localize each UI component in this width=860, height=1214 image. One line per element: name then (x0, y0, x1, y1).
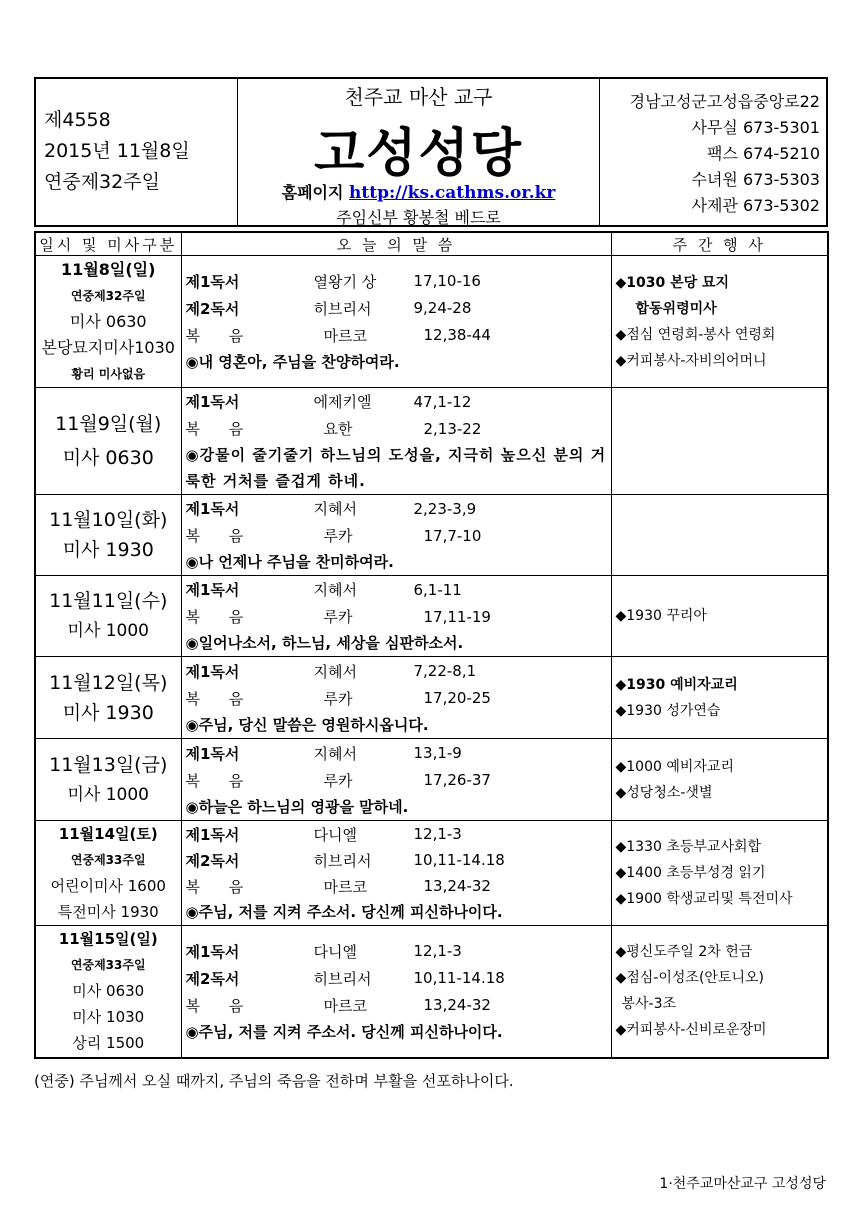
event-item: 합동위령미사 (635, 300, 717, 317)
event-item: ◆1400 초등부성경 읽기 (615, 865, 766, 881)
date-week: 연중제33주일 (70, 958, 146, 973)
table-row (35, 256, 828, 388)
mass-time: 미사 0630 (62, 447, 154, 469)
reading-verse: 17,11-19 (423, 607, 491, 626)
reading-book: 다니엘 (313, 942, 357, 961)
psalm-response: ◉주님, 저를 지켜 주소서. 당신께 피신하나이다. (185, 903, 503, 921)
reading-book: 지혜서 (313, 662, 357, 681)
mass-time: 상리 1500 (72, 1034, 145, 1053)
psalm-response: ◉하늘은 하느님의 영광을 말하네. (185, 797, 409, 816)
table-row (35, 576, 828, 657)
reading-verse: 13,24-32 (423, 877, 491, 895)
reading-kind: 제1독서 (185, 744, 240, 763)
events-cell (611, 739, 828, 821)
reading-book: 마르코 (323, 326, 367, 345)
reading-kind: 제1독서 (185, 393, 240, 411)
header-readings: 오 늘 의 말 씀 (181, 232, 611, 256)
reading-book: 에제키엘 (313, 393, 372, 411)
events-cell (611, 576, 828, 657)
event-item: ◆1330 초등부교사회합 (615, 839, 762, 855)
table-row (35, 388, 828, 495)
mass-time: 미사 1930 (62, 539, 154, 561)
readings-cell (181, 821, 611, 926)
homepage-link[interactable]: http://ks.cathms.or.kr (349, 183, 556, 203)
bulletin-header (34, 77, 828, 227)
reading-line (186, 938, 611, 965)
reading-verse: 12,38-44 (423, 326, 491, 344)
date-label: 11월14일(토) (58, 825, 158, 843)
events-cell (611, 657, 828, 739)
date-cell (35, 256, 181, 388)
reading-kind: 제2독서 (185, 299, 240, 318)
reading-line (186, 295, 611, 322)
header-date: 일시 및 미사구분 (35, 232, 181, 256)
reading-line (186, 965, 611, 992)
reading-verse: 7,22-8,1 (413, 662, 477, 680)
table-row (35, 821, 828, 926)
reading-book: 지혜서 (313, 744, 357, 763)
weekly-schedule-table (34, 231, 829, 1059)
reading-verse: 17,7-10 (423, 526, 482, 545)
contact-convent: 수녀원 673-5303 (691, 170, 820, 189)
mass-time: 본당묘지미사1030 (41, 337, 175, 357)
psalm-response: ◉주님, 당신 말씀은 영원하시옵니다. (185, 715, 429, 734)
reading-book: 지혜서 (313, 500, 357, 518)
event-item: ◆1900 학생교리및 특전미사 (615, 891, 793, 907)
reading-kind: 제2독서 (185, 851, 240, 870)
psalm-response: ◉내 영혼아, 주님을 찬양하여라. (185, 352, 400, 371)
reading-book: 마르코 (323, 877, 367, 896)
reading-kind: 제1독서 (185, 942, 240, 961)
reading-kind: 제1독서 (185, 581, 240, 599)
reading-book: 루카 (323, 527, 353, 545)
reading-book: 요한 (323, 420, 353, 438)
contact-rectory: 사제관 673-5302 (691, 196, 820, 215)
event-item: ◆1000 예비자교리 (615, 758, 734, 775)
reading-book: 히브리서 (313, 851, 372, 870)
readings-cell (181, 256, 611, 388)
reading-book: 루카 (323, 608, 353, 626)
reading-verse: 12,1-3 (413, 942, 462, 961)
reading-line (186, 603, 611, 630)
reading-book: 마르코 (323, 996, 367, 1015)
events-cell (611, 388, 828, 495)
event-item: ◆커피봉사-자비의어머니 (615, 352, 767, 369)
mass-time: 어린이미사 1600 (50, 877, 166, 895)
readings-cell (181, 495, 611, 576)
reading-kind: 복 음 (185, 996, 256, 1015)
reading-line (186, 415, 611, 442)
reading-line (186, 522, 611, 549)
reading-kind: 제1독서 (185, 662, 240, 681)
reading-verse: 13,1-9 (413, 744, 462, 762)
reading-verse: 2,23-3,9 (413, 499, 477, 518)
date-cell (35, 739, 181, 821)
date-week: 연중제33주일 (70, 853, 146, 867)
reading-line (186, 740, 611, 767)
page-footer: 1·천주교마산교구 고성성당 (659, 1176, 826, 1192)
event-item: ◆점심-이성조(안토니오) (615, 970, 764, 987)
reading-kind: 복 음 (185, 689, 256, 708)
psalm-response: ◉강물이 줄기줄기 하느님의 도성을, 지극히 높으신 분의 거룩한 거처를 즐겁게 하네. (185, 446, 607, 490)
date-label: 11월12일(목) (49, 671, 168, 694)
date-cell (35, 576, 181, 657)
reading-kind: 복 음 (185, 326, 256, 345)
reading-line (186, 268, 611, 295)
table-header-row (35, 232, 828, 256)
mass-time: 미사 0630 (69, 311, 147, 331)
readings-cell (181, 576, 611, 657)
events-cell (611, 821, 828, 926)
readings-cell (181, 926, 611, 1058)
date-label: 11월11일(수) (49, 590, 168, 612)
date-label: 11월9일(월) (55, 413, 162, 435)
reading-line (186, 495, 611, 522)
reading-kind: 복 음 (185, 877, 256, 896)
reading-book: 루카 (323, 689, 353, 708)
date-cell (35, 495, 181, 576)
mass-time: 미사 1000 (67, 784, 149, 805)
event-item: ◆1930 꾸리아 (615, 608, 707, 624)
address: 경남고성군고성읍중앙로22 (629, 92, 820, 111)
reading-book: 다니엘 (313, 825, 357, 844)
reading-line (186, 821, 611, 847)
liturgical-week: 연중제32주일 (44, 171, 160, 193)
event-item: ◆1930 예비자교리 (615, 676, 738, 693)
reading-line (186, 388, 611, 415)
reading-verse: 10,11-14.18 (413, 851, 505, 869)
table-row (35, 657, 828, 739)
reading-line (186, 322, 611, 349)
issue-date: 2015년 11월8일 (44, 140, 190, 162)
reading-book: 지혜서 (313, 581, 357, 599)
date-label: 11월10일(화) (49, 509, 168, 531)
psalm-response: ◉나 언제나 주님을 찬미하여라. (185, 553, 394, 571)
events-cell (611, 926, 828, 1058)
church-title-block (238, 79, 600, 225)
date-week: 연중제32주일 (70, 288, 146, 303)
reading-verse: 47,1-12 (413, 392, 472, 411)
reading-verse: 17,26-37 (423, 771, 491, 789)
reading-kind: 복 음 (185, 420, 256, 438)
table-row (35, 495, 828, 576)
date-cell (35, 926, 181, 1058)
date-cell (35, 821, 181, 926)
reading-verse: 9,24-28 (413, 299, 472, 317)
reading-line (186, 576, 611, 603)
event-item: ◆평신도주일 2차 헌금 (615, 944, 753, 961)
reading-kind: 복 음 (185, 608, 256, 626)
readings-cell (181, 657, 611, 739)
table-row (35, 739, 828, 821)
event-item: ◆성당청소-샛별 (615, 784, 713, 801)
reading-line (186, 658, 611, 685)
reading-verse: 6,1-11 (413, 580, 462, 599)
reading-verse: 2,13-22 (423, 419, 482, 438)
date-label: 11월15일(일) (58, 930, 158, 949)
readings-cell (181, 388, 611, 495)
mass-time: 미사 1030 (72, 1008, 145, 1027)
issue-info (36, 79, 238, 225)
reading-kind: 복 음 (185, 527, 256, 545)
events-cell (611, 256, 828, 388)
reading-book: 히브리서 (313, 969, 372, 988)
header-events: 주 간 행 사 (611, 232, 828, 256)
reading-book: 히브리서 (313, 299, 372, 318)
homepage-line (238, 180, 599, 203)
date-cell (35, 657, 181, 739)
reading-verse: 17,20-25 (423, 689, 491, 707)
reading-kind: 제1독서 (185, 825, 240, 844)
date-cell (35, 388, 181, 495)
contact-fax: 팩스 674-5210 (706, 144, 820, 163)
reading-verse: 13,24-32 (423, 996, 491, 1015)
reading-line (186, 767, 611, 794)
event-item: 봉사-3조 (621, 996, 677, 1013)
event-item: ◆커피봉사-신비로운장미 (615, 1022, 767, 1039)
date-label: 11월13일(금) (49, 753, 168, 776)
readings-cell (181, 739, 611, 821)
mass-note: 황리 미사없음 (71, 366, 146, 381)
mass-time: 미사 0630 (72, 982, 145, 1001)
psalm-response: ◉일어나소서, 하느님, 세상을 심판하소서. (185, 634, 464, 652)
event-item: ◆1930 성가연습 (615, 702, 721, 719)
events-cell (611, 495, 828, 576)
church-name: 고성성당 (314, 123, 523, 184)
mass-time: 미사 1000 (67, 621, 149, 641)
diocese-name: 천주교 마산 교구 (344, 85, 493, 109)
date-label: 11월8일(일) (61, 259, 156, 279)
reading-verse: 12,1-3 (413, 825, 462, 843)
contact-info (600, 79, 826, 225)
reading-line (186, 873, 611, 899)
reading-kind: 제2독서 (185, 969, 240, 988)
reading-line (186, 847, 611, 873)
event-item: ◆점심 연령회-봉사 연령회 (615, 326, 776, 343)
homepage-label: 홈페이지 (281, 183, 344, 202)
table-row (35, 926, 828, 1058)
reading-book: 열왕기 상 (313, 272, 377, 291)
reading-book: 루카 (323, 771, 353, 790)
psalm-response: ◉주님, 저를 지켜 주소서. 당신께 피신하나이다. (185, 1022, 503, 1041)
reading-kind: 제1독서 (185, 272, 240, 291)
reading-line (186, 685, 611, 712)
reading-verse: 17,10-16 (413, 272, 481, 290)
contact-office: 사무실 673-5301 (691, 118, 820, 137)
issue-number: 제4558 (44, 109, 111, 131)
reading-verse: 10,11-14.18 (413, 969, 505, 988)
pastor-name: 주임신부 황봉철 베드로 (336, 208, 501, 227)
reading-kind: 복 음 (185, 771, 256, 790)
event-item: ◆1030 본당 묘지 (615, 274, 730, 291)
reading-line (186, 992, 611, 1019)
acclamation-note: (연중) 주님께서 오실 때까지, 주님의 죽음을 전하며 부활을 선포하나이다. (34, 1072, 514, 1090)
mass-time: 미사 1930 (62, 701, 154, 724)
reading-kind: 제1독서 (185, 500, 240, 518)
mass-time: 특전미사 1930 (57, 903, 159, 921)
